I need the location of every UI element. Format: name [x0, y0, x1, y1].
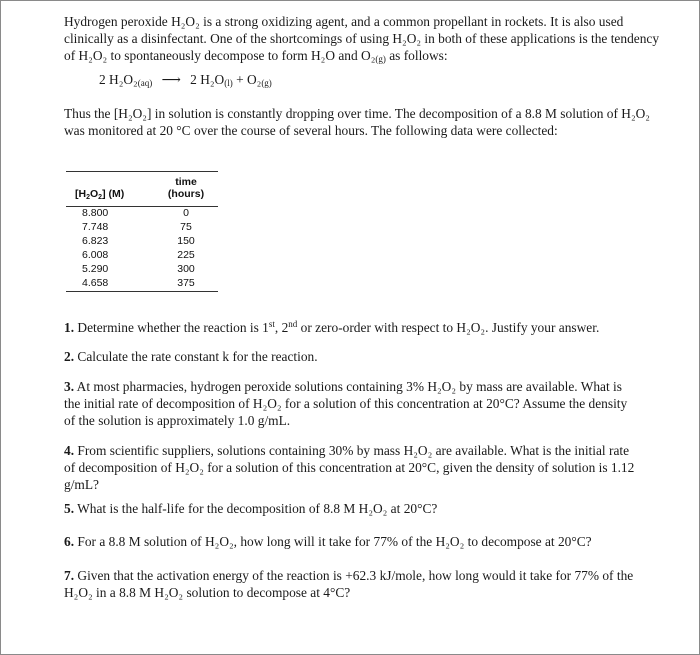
concentration-cell: 7.748	[82, 221, 109, 233]
time-cell: 225	[177, 249, 195, 261]
concentration-cell: 6.008	[82, 249, 109, 261]
table-row	[66, 235, 218, 249]
data-table	[66, 171, 218, 292]
time-cell: 75	[180, 221, 192, 233]
question-2: 2. Calculate the rate constant k for the reaction.	[64, 349, 318, 364]
table-bottom-rule	[66, 291, 218, 292]
question-6: 6. For a 8.8 M solution of H₂O₂, how long will it take for 77% of the H₂O₂ to decompose at 20°C?	[64, 534, 592, 549]
time-cell: 300	[177, 263, 195, 275]
equation-product-water: 2 H₂O	[190, 72, 225, 87]
concentration-cell: 6.823	[82, 235, 109, 247]
concentration-cell: 8.800	[82, 207, 109, 219]
table-header	[66, 172, 218, 206]
experiment-description: Thus the [H₂O₂] in solution is constantly dropping over time. The decomposition of a 8.8 M solution of H₂O₂ was monitored at 20 °C over the course of several hours. The following data were collected:	[64, 106, 650, 138]
table-row	[66, 277, 218, 291]
question-1: 1. Determine whether the reaction is 1st, 2nd or zero-order with respect to H₂O₂. Justify your answer.	[64, 319, 600, 335]
intro-text: Hydrogen peroxide H₂O₂ is a strong oxidizing agent, and a common propellant in rockets. It is also used clinically as a disinfectant. One of the shortcomings of using H₂O₂ in both of these applications is the tendency of H₂O₂ to spontaneously decompose to form H₂O and O₂	[64, 14, 660, 63]
equation-product-oxygen: + O₂	[232, 72, 262, 87]
table-row	[66, 263, 218, 277]
intro-state-gas: (g)	[375, 54, 386, 64]
equation-reactant: 2 H₂O₂	[99, 72, 138, 87]
concentration-cell: 5.290	[82, 263, 109, 275]
equation-product-oxygen-state: (g)	[261, 78, 272, 88]
time-cell: 0	[183, 207, 189, 219]
time-cell: 375	[177, 277, 195, 289]
decomposition-equation	[99, 71, 272, 88]
table-row	[66, 249, 218, 263]
equation-product-water-state: (l)	[224, 78, 233, 88]
equation-reactant-state: (aq)	[137, 78, 153, 88]
concentration-header: [H2O2] (M)	[75, 188, 125, 201]
table-row	[66, 207, 218, 221]
question-4: 4. From scientific suppliers, solutions containing 30% by mass H₂O₂ are available. What is the initial rate of decomposition of H₂O₂ for a solution of this concentration at 20°C, given the density of solution is 1.12 g/mL?	[64, 443, 635, 492]
intro-text-end: as follows:	[385, 48, 448, 63]
reaction-arrow-icon: ⟶	[161, 72, 181, 87]
concentration-cell: 4.658	[82, 277, 109, 289]
time-cell: 150	[177, 235, 195, 247]
table-row	[66, 221, 218, 235]
question-3: 3. At most pharmacies, hydrogen peroxide solutions containing 3% H₂O₂ by mass are available. What is the initial rate of decomposition of H₂O₂ for a solution of this concentration at 20°C? Assume the density of the solution is approximately 1.0 g/mL.	[64, 379, 628, 428]
time-header: time (hours)	[167, 176, 205, 200]
question-7: 7. Given that the activation energy of the reaction is +62.3 kJ/mole, how long would it take for 77% of the H₂O₂ in a 8.8 M H₂O₂ solution to decompose at 4°C?	[64, 568, 634, 600]
intro-paragraph	[64, 13, 664, 64]
question-5: 5. What is the half-life for the decomposition of 8.8 M H₂O₂ at 20°C?	[64, 501, 438, 516]
